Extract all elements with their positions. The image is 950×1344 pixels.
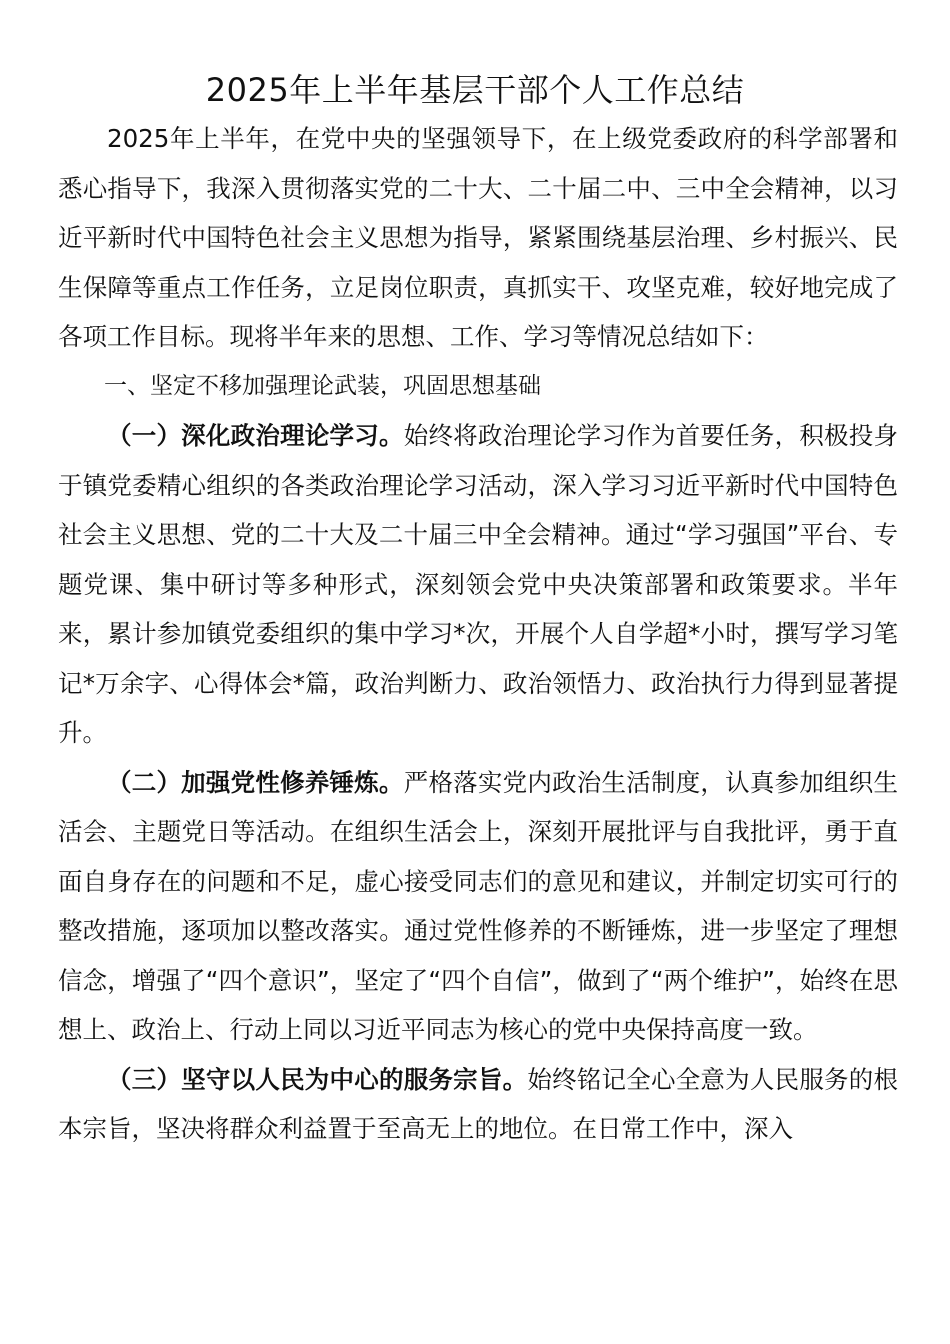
paragraph-item-1 bbox=[58, 411, 898, 758]
document-body bbox=[58, 114, 898, 1154]
paragraph-body: 始终铭记全心全意为人民服务的根本宗旨，坚决将群众利益置于至高无上的地位。在日常工作中，深入 bbox=[58, 1064, 899, 1143]
paragraph-body: 严格落实党内政治生活制度，认真参加组织生活会、主题党日等活动。在组织生活会上，深刻开展批评与自我批评，勇于直面自身存在的问题和不足，虚心接受同志们的意见和建议，并制定切实可行的整改措施，逐项加以整改落实。通过党性修养的不断锤炼，进一步坚定了理想信念，增强了“四个意识”，坚定了“四个自信”，做到了“两个维护”，始终在思想上、政治上、行动上同以习近平同志为核心的党中央保持高度一致。 bbox=[58, 767, 899, 1044]
section-heading: 一、坚定不移加强理论武装，巩固思想基础 bbox=[104, 372, 541, 399]
intro-paragraph: 2025年上半年，在党中央的坚强领导下，在上级党委政府的科学部署和悉心指导下，我深入贯彻落实党的二十大、二十届二中、三中全会精神，以习近平新时代中国特色社会主义思想为指导，紧紧围绕基层治理、乡村振兴、民生保障等重点工作任务，立足岗位职责，真抓实干、攻坚克难，较好地完成了各项工作目标。现将半年来的思想、工作、学习等情况总结如下： bbox=[58, 124, 898, 351]
paragraph-lead: （一）深化政治理论学习。 bbox=[107, 421, 404, 450]
paragraph-item-2 bbox=[58, 758, 898, 1055]
document-title: 2025年上半年基层干部个人工作总结 bbox=[205, 71, 745, 109]
paragraph-item-3 bbox=[58, 1055, 898, 1154]
paragraph-lead: （三）坚守以人民为中心的服务宗旨。 bbox=[107, 1064, 528, 1094]
paragraph-lead: （二）加强党性修养锤炼。 bbox=[107, 767, 404, 797]
paragraph-body: 始终将政治理论学习作为首要任务，积极投身于镇党委精心组织的各类政治理论学习活动，深入学习习近平新时代中国特色社会主义思想、党的二十大及二十届三中全会精神。通过“学习强国”平台、专题党课、集中研讨等多种形式，深刻领会党中央决策部署和政策要求。半年来，累计参加镇党委组织的集中学习*次，开展个人自学超*小时，撰写学习笔记*万余字、心得体会*篇，政治判断力、政治领悟力、政治执行力得到显著提升。 bbox=[58, 421, 899, 747]
